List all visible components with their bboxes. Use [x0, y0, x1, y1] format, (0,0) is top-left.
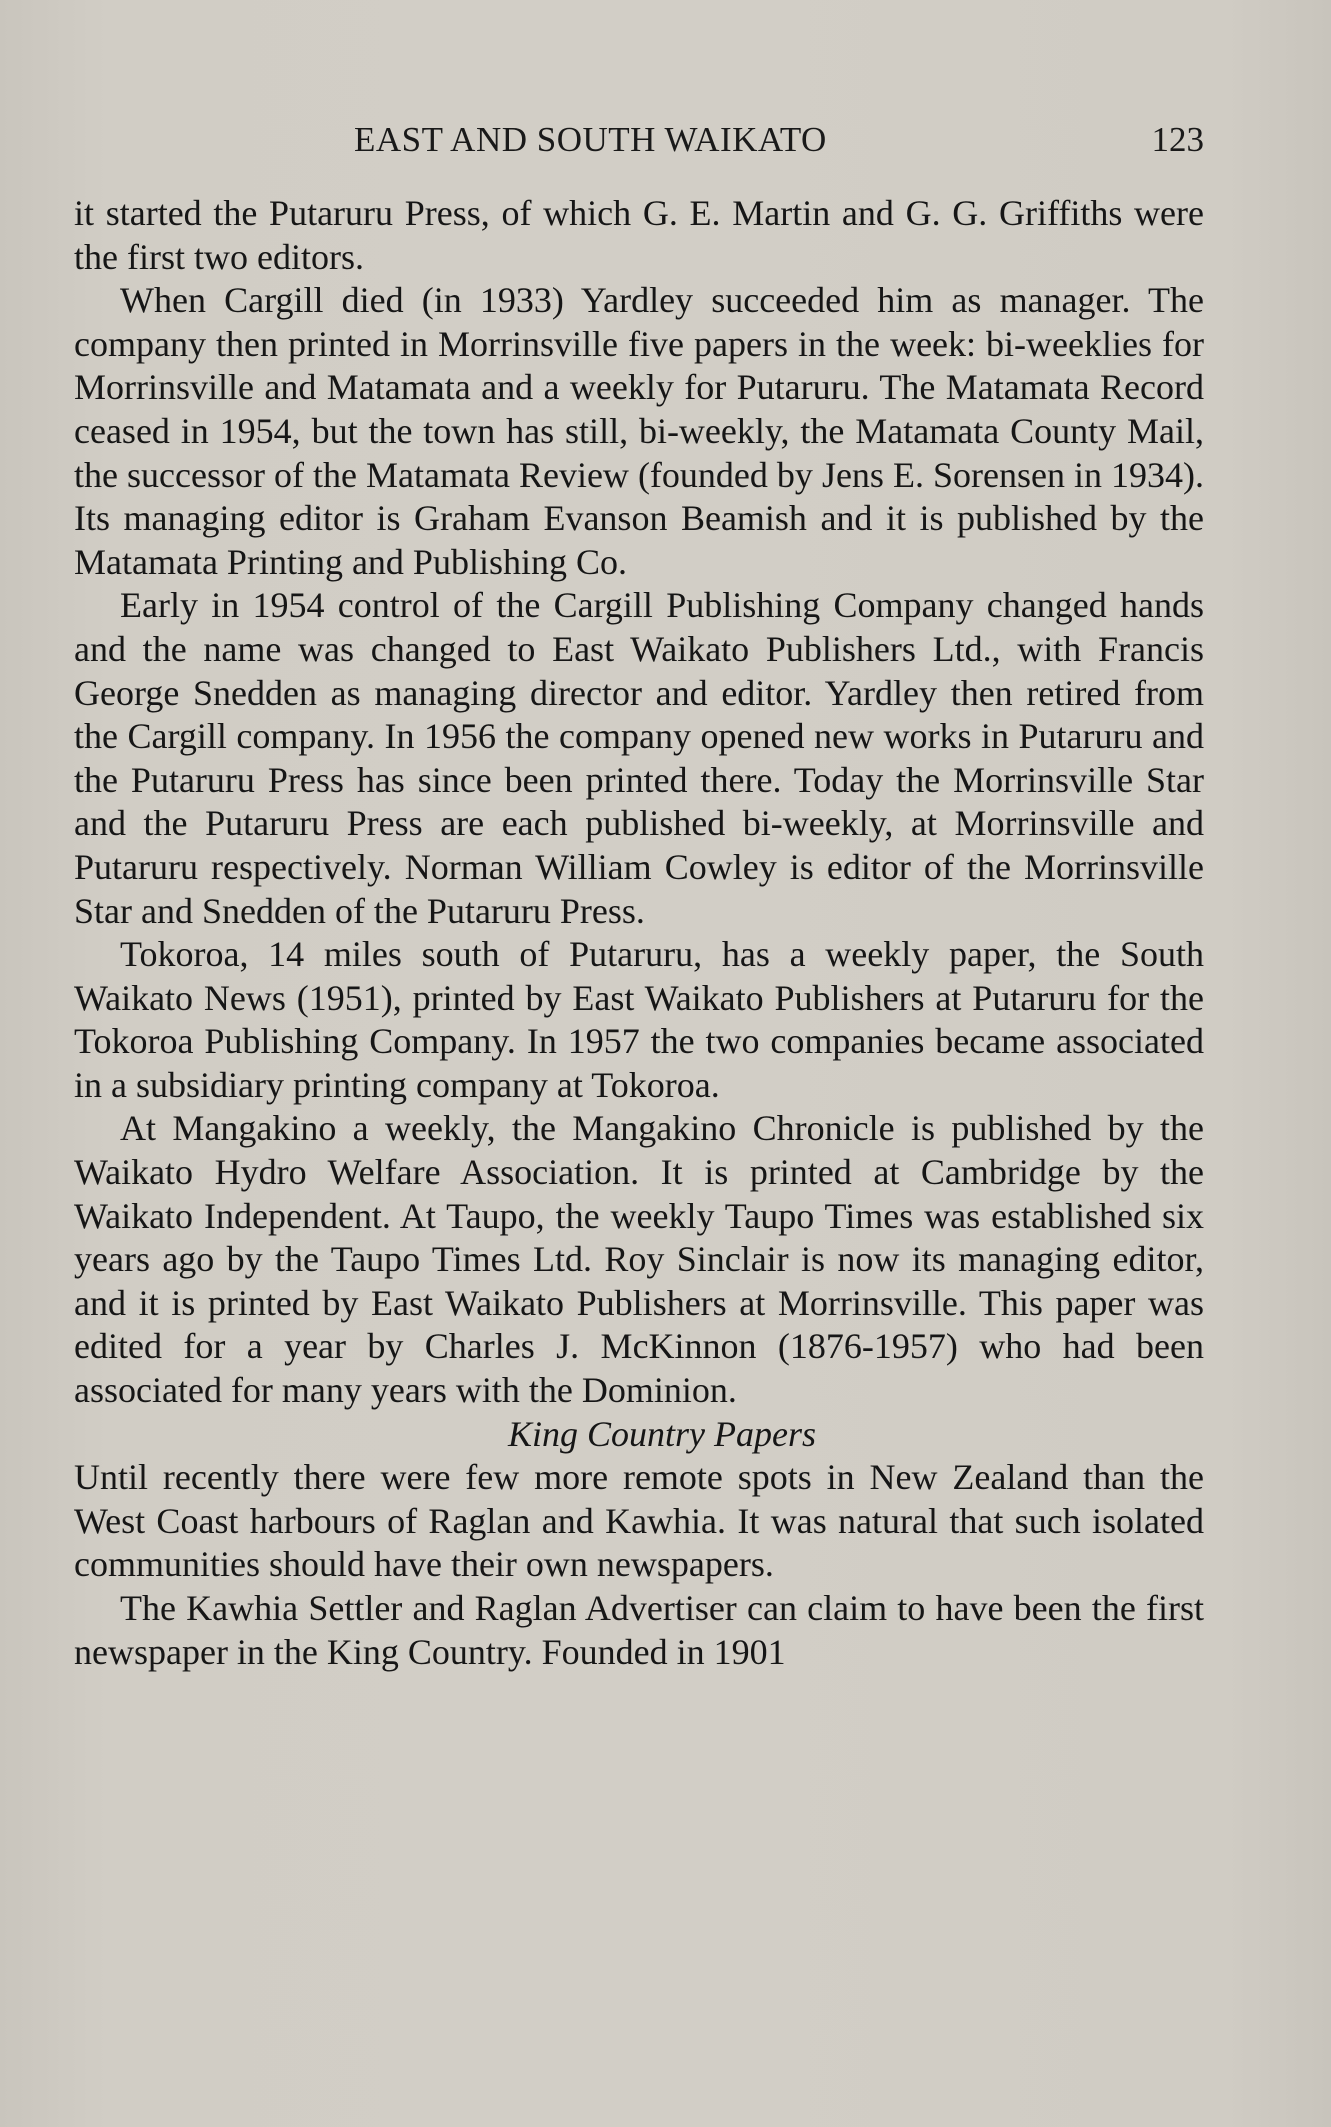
- paragraph: The Kawhia Settler and Raglan Advertiser can claim to have been the first newspaper in the King Country. Founded in 1901: [74, 1588, 1204, 1672]
- body-text: [74, 192, 1204, 1674]
- section-heading: King Country Papers: [507, 1413, 816, 1454]
- paragraph: Until recently there were few more remote spots in New Zealand than the West Coast harbours of Raglan and Kawhia. It was natural that such isolated communities should have their own newspapers.: [74, 1457, 1204, 1585]
- running-head-title: EAST AND SOUTH WAIKATO: [354, 120, 827, 159]
- running-head: [74, 120, 1204, 166]
- paragraph: When Cargill died (in 1933) Yardley succeeded him as manager. The company then printed in Morrinsville five papers in the week: bi-weeklies for Morrinsville and Matamata and a weekly for Putaruru. The Matamata Record ceased in 1954, but the town has still, bi-weekly, the Matamata County Mail, the successor of the Matamata Review (founded by Jens E. Sorensen in 1934). Its managing editor is Graham Evanson Beamish and it is published by the Matamata Printing and Publishing Co.: [74, 280, 1204, 582]
- paragraph: Tokoroa, 14 miles south of Putaruru, has a weekly paper, the South Waikato News (1951), printed by East Waikato Publishers at Putaruru for the Tokoroa Publishing Company. In 1957 the two companies became associated in a subsidiary printing company at Tokoroa.: [74, 934, 1204, 1105]
- page-number: 123: [1151, 120, 1204, 159]
- paragraph: Early in 1954 control of the Cargill Publishing Company changed hands and the name was changed to East Waikato Publishers Ltd., with Francis George Snedden as managing director and editor. Yardley then retired from the Cargill company. In 1956 the company opened new works in Putaruru and the Putaruru Press has since been printed there. Today the Morrinsville Star and the Putaruru Press are each published bi-weekly, at Morrinsville and Putaruru respectively. Norman William Cowley is editor of the Morrinsville Star and Snedden of the Putaruru Press.: [74, 585, 1204, 931]
- paragraph: At Mangakino a weekly, the Mangakino Chronicle is published by the Waikato Hydro Welfare Association. It is printed at Cambridge by the Waikato Independent. At Taupo, the weekly Taupo Times was established six years ago by the Taupo Times Ltd. Roy Sinclair is now its managing editor, and it is printed by East Waikato Publishers at Morrinsville. This paper was edited for a year by Charles J. McKinnon (1876-1957) who had been associated for many years with the Dominion.: [74, 1108, 1204, 1411]
- paragraph: it started the Putaruru Press, of which G. E. Martin and G. G. Griffiths were the first two editors.: [74, 193, 1204, 277]
